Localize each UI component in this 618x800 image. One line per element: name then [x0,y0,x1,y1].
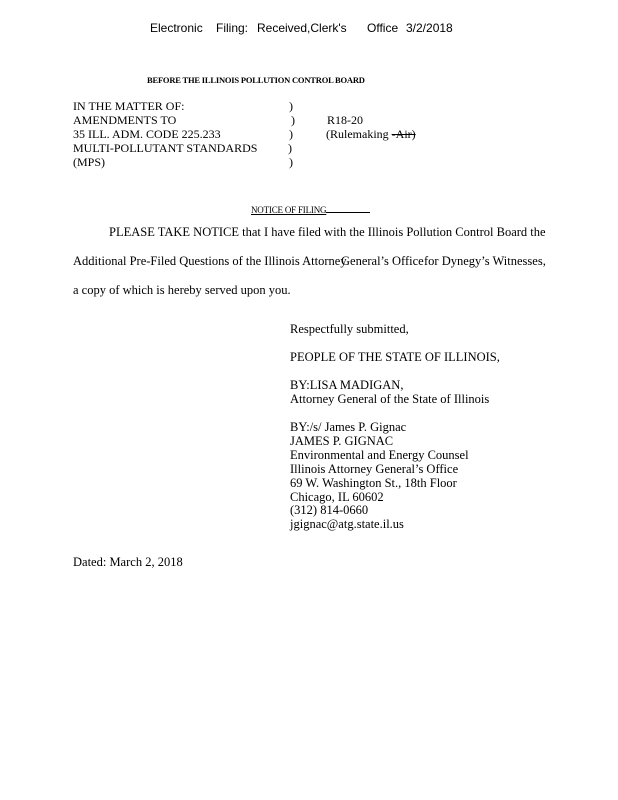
caption-paren-1: ) [289,99,293,113]
body-line-2c: for Dynegy’s Witnesses, [424,254,546,268]
caption-line-3: 35 ILL. ADM. CODE 225.233 [73,127,221,141]
case-type-struck: -Air) [391,127,416,141]
signer-office: Illinois Attorney General’s Office [290,462,459,476]
signer-name: JAMES P. GIGNAC [290,434,394,448]
signer-role: Environmental and Energy Counsel [290,448,469,462]
case-number: R18-20 [327,113,363,127]
caption-paren-2: ) [291,113,295,127]
dated-line: Dated: March 2, 2018 [73,555,183,569]
case-type [326,127,416,141]
signer-street: 69 W. Washington St., 18th Floor [290,476,457,490]
caption-paren-5: ) [289,155,293,169]
notice-title-wrap [251,200,370,218]
stamp-office: Office [367,21,399,35]
stamp-date: 3/2/2018 [406,21,453,35]
party-name: PEOPLE OF THE STATE OF ILLINOIS, [290,350,500,364]
caption-line-2: AMENDMENTS TO [73,113,177,127]
closing: Respectfully submitted, [290,322,409,336]
signer-city: Chicago, IL 60602 [290,490,384,504]
stamp-electronic: Electronic [150,21,203,35]
notice-title: NOTICE OF FILING [251,205,327,215]
signer-email: jgignac@atg.state.il.us [290,517,404,531]
caption-paren-3: ) [289,127,293,141]
by-attorney-general: BY:LISA MADIGAN, [290,378,404,392]
body-line-3: a copy of which is hereby served upon you. [73,283,291,297]
body-line-2 [73,254,347,269]
case-type-prefix: (Rulemaking [326,127,389,141]
notice-title-underline [326,211,370,213]
caption-paren-4: ) [288,141,292,155]
body-line-1: PLEASE TAKE NOTICE that I have filed with the Illinois Pollution Control Board the [109,225,546,239]
caption-line-1: IN THE MATTER OF: [73,99,185,113]
stamp-filing: Filing: [216,21,249,35]
body-line-2b: General’s Office [341,254,424,268]
signer-phone: (312) 814-0660 [290,503,369,517]
caption-line-4: MULTI-POLLUTANT STANDARDS [73,141,258,155]
attorney-general-title: Attorney General of the State of Illinois [290,392,490,406]
by-signature: BY:/s/ James P. Gignac [290,420,407,434]
body-line-2a: Additional Pre-Filed Questions of the Illinois Attorney [73,254,347,268]
stamp-received: Received,Clerk's [257,21,347,35]
board-title: BEFORE THE ILLINOIS POLLUTION CONTROL BOARD [147,75,365,85]
caption-line-5: (MPS) [73,155,106,169]
